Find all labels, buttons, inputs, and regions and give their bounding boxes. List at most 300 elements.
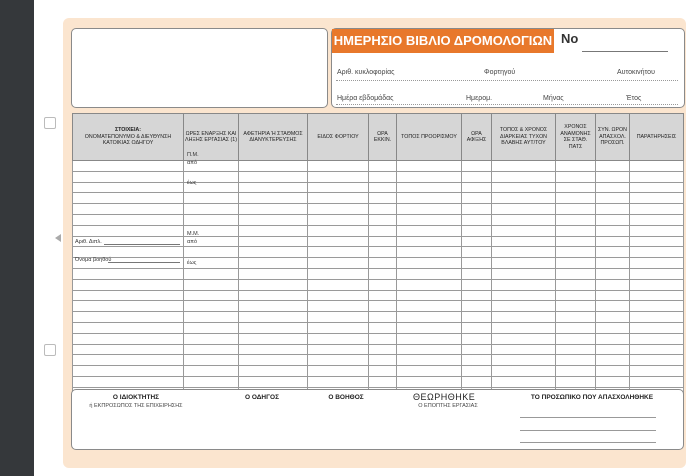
table-cell[interactable] [630,171,684,182]
column-header [239,114,308,161]
table-cell[interactable] [492,355,556,366]
table-cell[interactable] [556,258,596,269]
table-cell[interactable] [308,322,369,333]
column-header [397,114,462,161]
date-line[interactable] [336,104,678,105]
table-cell[interactable] [184,322,239,333]
table-cell[interactable] [492,312,556,323]
table-cell[interactable] [239,204,308,215]
table-cell[interactable] [630,366,684,377]
table-cell[interactable] [308,247,369,258]
column-header [556,114,596,161]
table-cell[interactable] [556,355,596,366]
table-cell[interactable] [630,258,684,269]
table-cell[interactable] [239,333,308,344]
table-cell[interactable] [184,279,239,290]
table-cell[interactable] [184,214,239,225]
table-cell[interactable] [308,333,369,344]
table-cell[interactable] [308,344,369,355]
table-cell[interactable] [239,301,308,312]
table-cell[interactable] [73,344,184,355]
table-cell[interactable] [369,333,397,344]
number-label: No [561,31,579,46]
column-header [462,114,492,161]
table-cell[interactable] [492,161,556,172]
table-cell[interactable] [492,225,556,236]
table-cell[interactable] [556,268,596,279]
table-row [73,301,684,312]
seen-sub-label: Ο ΕΠΟΠΤΗΣ ΕΡΓΑΣΙΑΣ [418,403,478,409]
pm-from-label: από [187,239,198,245]
table-cell[interactable] [397,344,462,355]
table-cell[interactable] [308,268,369,279]
table-cell[interactable] [239,376,308,387]
table-cell[interactable] [596,366,630,377]
date-label: Ημερομ. [466,95,493,102]
table-cell[interactable] [369,258,397,269]
staff-line-3[interactable] [520,442,656,443]
table-cell[interactable] [630,236,684,247]
table-cell[interactable] [596,204,630,215]
table-row [73,279,684,290]
table-cell[interactable] [73,366,184,377]
table-cell[interactable] [462,225,492,236]
column-header [630,114,684,161]
table-cell[interactable] [462,204,492,215]
table-cell[interactable] [308,312,369,323]
table-cell[interactable] [369,322,397,333]
table-cell[interactable] [239,312,308,323]
table-cell[interactable] [239,366,308,377]
table-cell[interactable] [556,236,596,247]
table-cell[interactable] [462,247,492,258]
table-cell[interactable] [462,301,492,312]
table-cell[interactable] [369,344,397,355]
assistant-name-field[interactable] [108,262,180,263]
table-cell[interactable] [397,204,462,215]
table-cell[interactable] [492,236,556,247]
table-cell[interactable] [369,312,397,323]
table-cell[interactable] [630,182,684,193]
table-cell[interactable] [184,312,239,323]
number-field[interactable] [582,51,668,52]
am-from-label: από [187,160,198,166]
table-cell[interactable] [397,225,462,236]
table-cell[interactable] [184,344,239,355]
table-cell[interactable] [630,322,684,333]
table-cell[interactable] [308,290,369,301]
table-cell[interactable] [369,171,397,182]
table-cell[interactable] [596,182,630,193]
table-cell[interactable] [556,290,596,301]
table-row [73,225,684,236]
table-row [73,193,684,204]
table-row [73,258,684,269]
vehicle-line[interactable] [336,80,678,81]
table-cell[interactable] [239,279,308,290]
table-cell[interactable] [630,193,684,204]
table-cell[interactable] [73,193,184,204]
table-cell[interactable] [184,204,239,215]
table-cell[interactable] [184,376,239,387]
table-cell[interactable] [397,322,462,333]
table-cell[interactable] [397,312,462,323]
table-cell[interactable] [556,161,596,172]
table-cell[interactable] [630,247,684,258]
table-cell[interactable] [369,301,397,312]
table-cell[interactable] [492,193,556,204]
table-cell[interactable] [492,366,556,377]
table-cell[interactable] [184,333,239,344]
column-header-text: ΟΝΟΜΑΤΕΠΩΝΥΜΟ & ΔΙΕΥΘΥΝΣΗ ΚΑΤΟΙΚΙΑΣ ΟΔΗΓΟΥ [84,133,172,147]
table-row [73,333,684,344]
weekday-label: Ημέρα εβδομάδας [337,95,394,102]
table-cell[interactable] [397,290,462,301]
table-cell[interactable] [308,225,369,236]
table-cell[interactable] [239,247,308,258]
table-row [73,247,684,258]
table-cell[interactable] [397,236,462,247]
table-cell[interactable] [308,279,369,290]
table-cell[interactable] [556,182,596,193]
column-header-text: ΩΡΕΣ ΕΝΑΡΞΗΣ ΚΑΙ ΛΗΞΗΣ ΕΡΓΑΣΙΑΣ (1) [185,130,237,143]
table-cell[interactable] [556,171,596,182]
table-cell[interactable] [397,355,462,366]
table-row [73,161,684,172]
table-cell[interactable] [397,171,462,182]
table-cell[interactable] [239,344,308,355]
table-cell[interactable] [492,247,556,258]
table-cell[interactable] [596,214,630,225]
table-cell[interactable] [462,333,492,344]
table-cell[interactable] [492,258,556,269]
am-label: Π.Μ. [187,152,199,158]
table-cell[interactable] [73,171,184,182]
license-label: Αριθ. Διπλ. [75,239,102,245]
table-cell[interactable] [630,376,684,387]
table-cell[interactable] [184,355,239,366]
table-cell[interactable] [184,268,239,279]
table-cell[interactable] [492,290,556,301]
table-cell[interactable] [492,182,556,193]
table-cell[interactable] [397,182,462,193]
table-cell[interactable] [462,376,492,387]
table-cell[interactable] [596,355,630,366]
table-cell[interactable] [73,312,184,323]
table-cell[interactable] [462,322,492,333]
table-cell[interactable] [492,376,556,387]
table-cell[interactable] [596,301,630,312]
table-cell[interactable] [397,161,462,172]
table-cell[interactable] [184,247,239,258]
table-cell[interactable] [462,161,492,172]
table-cell[interactable] [462,182,492,193]
column-header-bold: ΣΤΟΙΧΕΙΑ: [114,127,142,134]
table-cell[interactable] [596,225,630,236]
table-cell[interactable] [184,301,239,312]
table-cell[interactable] [73,204,184,215]
table-row [73,214,684,225]
table-cell[interactable] [556,247,596,258]
table-cell[interactable] [556,333,596,344]
staff-line-1[interactable] [520,417,656,418]
table-cell[interactable] [462,193,492,204]
table-cell[interactable] [239,161,308,172]
table-cell[interactable] [630,214,684,225]
table-row [73,355,684,366]
table-row [73,290,684,301]
table-cell[interactable] [462,171,492,182]
column-header-text: ΤΟΠΟΣ ΠΡΟΟΡΙΣΜΟΥ [401,133,457,140]
vehicle-reg-label: Αριθ. κυκλοφορίας [337,69,395,76]
table-cell[interactable] [596,376,630,387]
table-cell[interactable] [369,182,397,193]
assistant-label: Ο ΒΟΗΘΟΣ [328,394,364,401]
table-cell[interactable] [369,214,397,225]
table-cell[interactable] [596,344,630,355]
binding-strip [0,0,34,476]
table-row [73,312,684,323]
table-cell[interactable] [462,214,492,225]
column-header [369,114,397,161]
table-cell[interactable] [308,376,369,387]
owner-label: Ο ΙΔΙΟΚΤΗΤΗΣ [112,394,160,401]
table-cell[interactable] [239,171,308,182]
truck-label: Φορτηγού [484,69,516,76]
column-header-text: ΩΡΑ ΕΚΚΙΝ. [373,130,392,143]
table-cell[interactable] [462,312,492,323]
table-cell[interactable] [397,366,462,377]
table-cell[interactable] [397,214,462,225]
table-cell[interactable] [596,322,630,333]
table-cell[interactable] [596,171,630,182]
table-cell[interactable] [397,279,462,290]
table-cell[interactable] [73,268,184,279]
month-label: Μήνας [543,95,564,102]
table-cell[interactable] [462,290,492,301]
company-stamp-box [71,28,328,108]
table-cell[interactable] [556,366,596,377]
table-cell[interactable] [556,279,596,290]
column-header-text: ΑΦΕΤΗΡΙΑ Ή ΣΤΑΘΜΟΣ ΔΙΑΝΥΚΤΕΡΕΥΣΗΣ [243,130,303,143]
table-cell[interactable] [73,290,184,301]
table-cell[interactable] [397,268,462,279]
table-cell[interactable] [369,204,397,215]
table-cell[interactable] [369,355,397,366]
staff-line-2[interactable] [520,430,656,431]
form-title: ΗΜΕΡΗΣΙΟ ΒΙΒΛΙΟ ΔΡΟΜΟΛΟΓΙΩΝ [332,29,554,53]
table-cell[interactable] [630,161,684,172]
table-cell[interactable] [556,312,596,323]
table-cell[interactable] [630,268,684,279]
table-cell[interactable] [596,333,630,344]
column-header [73,114,184,161]
table-cell[interactable] [73,355,184,366]
table-cell[interactable] [596,161,630,172]
table-cell[interactable] [596,279,630,290]
column-header-text: ΧΡΟΝΟΣ ΑΝΑΜΟΝΗΣ ΣΕ ΣΤΑΘ. ΠΑΤΣ [560,124,591,150]
table-cell[interactable] [596,247,630,258]
table-cell[interactable] [239,236,308,247]
table-cell[interactable] [308,171,369,182]
table-cell[interactable] [397,247,462,258]
year-label: Έτος [626,95,642,102]
table-cell[interactable] [369,236,397,247]
table-cell[interactable] [73,161,184,172]
table-cell[interactable] [239,225,308,236]
table-row [73,344,684,355]
table-cell[interactable] [73,376,184,387]
column-header-text: ΤΟΠΟΣ & ΧΡΟΝΟΣ ΔΙΑΡΚΕΙΑΣ ΤΥΧΟΝ ΒΛΑΒΗΣ ΑΥΤ/ΤΟΥ [499,127,548,147]
table-cell[interactable] [308,236,369,247]
driver-label: Ο ΟΔΗΓΟΣ [245,394,279,401]
table-row [73,366,684,377]
table-cell[interactable] [73,322,184,333]
table-cell[interactable] [596,193,630,204]
table-cell[interactable] [397,193,462,204]
pm-to-label: έως [187,260,197,266]
table-cell[interactable] [308,193,369,204]
table-cell[interactable] [556,193,596,204]
car-label: Αυτοκινήτου [617,69,655,76]
table-cell[interactable] [462,355,492,366]
table-cell[interactable] [462,236,492,247]
table-cell[interactable] [184,366,239,377]
table-cell[interactable] [462,258,492,269]
pm-label: Μ.Μ. [187,231,200,237]
table-cell[interactable] [630,355,684,366]
routes-table [72,113,684,399]
table-cell[interactable] [369,290,397,301]
table-cell[interactable] [308,204,369,215]
punch-hole [44,344,56,356]
table-cell[interactable] [369,376,397,387]
license-field[interactable] [104,244,180,245]
table-row [73,171,684,182]
table-cell[interactable] [556,214,596,225]
table-cell[interactable] [492,333,556,344]
table-cell[interactable] [308,258,369,269]
table-cell[interactable] [462,366,492,377]
table-row [73,182,684,193]
table-cell[interactable] [630,312,684,323]
table-cell[interactable] [556,344,596,355]
table-cell[interactable] [308,301,369,312]
table-cell[interactable] [73,214,184,225]
table-cell[interactable] [397,376,462,387]
table-cell[interactable] [369,225,397,236]
table-cell[interactable] [73,333,184,344]
column-header-text: ΩΡΑ ΑΦΙΞΗΣ [466,130,487,143]
table-cell[interactable] [630,301,684,312]
table-cell[interactable] [492,204,556,215]
table-cell[interactable] [556,322,596,333]
table-cell[interactable] [492,301,556,312]
table-cell[interactable] [556,376,596,387]
assistant-name-label: Όνομα βοηθού [75,257,112,263]
table-row [73,376,684,387]
table-cell[interactable] [184,290,239,301]
table-cell[interactable] [596,236,630,247]
table-cell[interactable] [239,214,308,225]
table-cell[interactable] [492,344,556,355]
table-cell[interactable] [397,258,462,269]
table-cell[interactable] [630,279,684,290]
column-header-text: ΠΑΡΑΤΗΡΗΣΕΙΣ [636,133,677,140]
table-cell[interactable] [492,268,556,279]
table-cell[interactable] [492,322,556,333]
table-cell[interactable] [596,258,630,269]
table-cell[interactable] [492,214,556,225]
table-cell[interactable] [308,366,369,377]
table-cell[interactable] [369,247,397,258]
column-header [596,114,630,161]
table-cell[interactable] [596,312,630,323]
table-row [73,236,684,247]
table-row [73,268,684,279]
table-cell[interactable] [556,204,596,215]
table-cell[interactable] [73,279,184,290]
table-cell[interactable] [308,161,369,172]
table-row [73,204,684,215]
table-cell[interactable] [556,225,596,236]
table-cell[interactable] [239,268,308,279]
table-cell[interactable] [630,344,684,355]
column-header-text: ΣΥΝ. ΩΡΟΝ ΑΠΑΣΧΟΛ. ΠΡΟΣΩΠ. [597,127,627,147]
fold-arrow-icon [55,234,61,242]
table-cell[interactable] [308,355,369,366]
seen-label: ΘΕΩΡΗΘΗΚΕ [413,392,476,402]
table-cell[interactable] [596,290,630,301]
table-cell[interactable] [184,193,239,204]
table-cell[interactable] [630,290,684,301]
table-cell[interactable] [397,301,462,312]
table-cell[interactable] [462,268,492,279]
table-cell[interactable] [492,279,556,290]
table-cell[interactable] [369,279,397,290]
table-cell[interactable] [239,322,308,333]
table-cell[interactable] [556,301,596,312]
table-cell[interactable] [369,366,397,377]
table-cell[interactable] [239,355,308,366]
table-cell[interactable] [73,301,184,312]
table-cell[interactable] [308,182,369,193]
punch-hole [44,117,56,129]
table-cell[interactable] [239,182,308,193]
table-cell[interactable] [73,225,184,236]
am-to-label: έως [187,180,197,186]
table-cell[interactable] [630,225,684,236]
table-cell[interactable] [239,193,308,204]
table-cell[interactable] [462,279,492,290]
column-header-text: ΕΙΔΟΣ ΦΟΡΤΙΟΥ [317,133,359,140]
table-cell[interactable] [73,182,184,193]
table-cell[interactable] [369,161,397,172]
table-cell[interactable] [630,333,684,344]
table-cell[interactable] [369,193,397,204]
table-cell[interactable] [630,204,684,215]
table-cell[interactable] [492,171,556,182]
table-cell[interactable] [308,214,369,225]
table-cell[interactable] [462,344,492,355]
table-cell[interactable] [369,268,397,279]
table-cell[interactable] [239,290,308,301]
table-cell[interactable] [596,268,630,279]
table-cell[interactable] [397,333,462,344]
column-header [308,114,369,161]
table-row [73,322,684,333]
table-cell[interactable] [239,258,308,269]
